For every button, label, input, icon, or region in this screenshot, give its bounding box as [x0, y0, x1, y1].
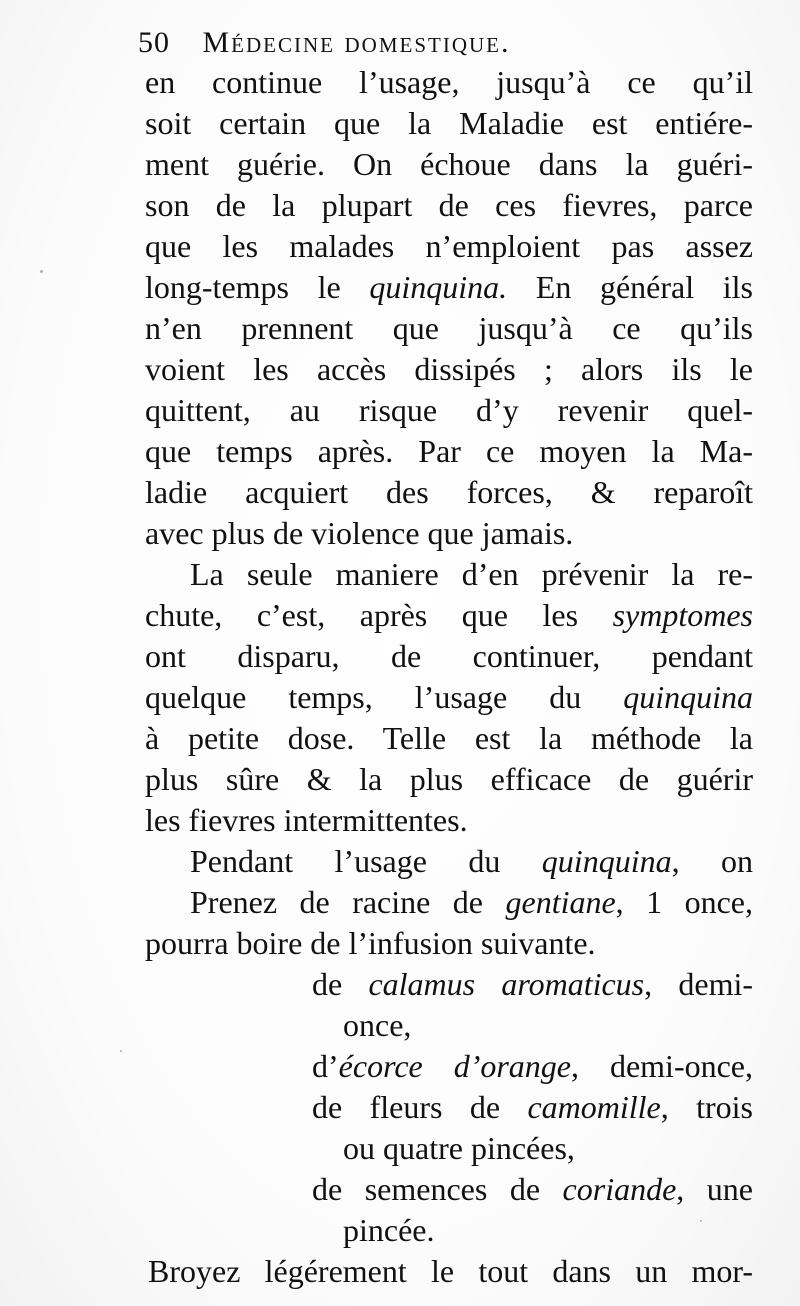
text-line: Broyez légérement le tout dans un mor-: [148, 1253, 753, 1289]
scan-speck: [700, 1220, 702, 1222]
text-line: ladie acquiert des forces, & reparoît: [145, 474, 753, 510]
text-line: à petite dose. Telle est la méthode la: [145, 720, 753, 756]
recipe-line: [343, 1210, 435, 1250]
recipe-line: [190, 882, 753, 922]
text-run: chute, c’est, après que les: [145, 597, 613, 633]
recipe-line: [312, 964, 753, 1004]
italic-term: gentiane: [505, 884, 616, 920]
recipe-line: [312, 1046, 753, 1086]
text-line: voient les accès dissipés ; alors ils le: [145, 351, 753, 387]
page-number: 50: [138, 26, 170, 59]
text-run: Prenez de racine de: [190, 884, 506, 920]
italic-term: quinquina.: [369, 269, 508, 305]
italic-term: quinquina: [541, 843, 672, 879]
italic-term: camomille: [527, 1089, 661, 1125]
text-line: en continue l’usage, jusqu’à ce qu’il: [145, 64, 753, 100]
text-line: avec plus de violence que jamais.: [145, 515, 574, 551]
text-run: , une: [676, 1171, 754, 1207]
text-line: ont disparu, de continuer, pendant: [145, 638, 753, 674]
text-run: d’: [312, 1048, 339, 1084]
italic-term: coriande: [562, 1171, 677, 1207]
text-run: long-temps le: [145, 269, 370, 305]
page-header: [138, 26, 510, 60]
scan-speck: [120, 1050, 122, 1052]
scan-speck: [40, 270, 43, 273]
text-line: ment guérie. On échoue dans la guéri-: [145, 146, 753, 182]
text-run: , demi-: [644, 966, 754, 1002]
text-run: de fleurs de: [312, 1089, 528, 1125]
text-line: pourra boire de l’infusion suivante.: [145, 925, 596, 961]
text-run: ou quatre pincées,: [343, 1130, 575, 1166]
text-run: pincée.: [343, 1212, 435, 1248]
text-line: son de la plupart de ces fievres, parce: [145, 187, 753, 223]
text-line: que les malades n’emploient pas assez: [145, 228, 753, 264]
text-line: La seule maniere d’en prévenir la re-: [190, 556, 753, 592]
recipe-line: [312, 1169, 753, 1209]
text-line: plus sûre & la plus efficace de guérir: [145, 761, 753, 797]
text-line: [190, 841, 753, 881]
text-run: de: [312, 966, 369, 1002]
recipe-line: once,: [343, 1007, 412, 1043]
italic-term: calamus aromaticus: [368, 966, 645, 1002]
text-line: les fievres intermittentes.: [145, 802, 468, 838]
text-run: , on: [671, 843, 754, 879]
italic-term: quinquina: [623, 679, 753, 715]
text-run: de semences de: [312, 1171, 563, 1207]
text-run: Pendant l’usage du: [190, 843, 542, 879]
text-run: quelque temps, l’usage du: [145, 679, 624, 715]
italic-term: symptomes: [612, 597, 753, 633]
text-run: , demi-once,: [571, 1048, 753, 1084]
text-run: En général ils: [507, 269, 753, 305]
text-line: [145, 677, 753, 717]
recipe-line: [343, 1128, 575, 1168]
text-line: [145, 267, 753, 307]
text-line: que temps après. Par ce moyen la Ma-: [145, 433, 753, 469]
text-run: , trois: [660, 1089, 754, 1125]
recipe-line: [312, 1087, 753, 1127]
text-line: [145, 595, 753, 635]
running-title: Médecine domestique.: [202, 26, 511, 59]
text-run: , 1 once,: [615, 884, 754, 920]
text-line: quittent, au risque d’y revenir quel-: [145, 392, 753, 428]
italic-term: écorce d’orange: [338, 1048, 571, 1084]
text-line: n’en prennent que jusqu’à ce qu’ils: [145, 310, 753, 346]
text-line: soit certain que la Maladie est entiére-: [145, 105, 753, 141]
